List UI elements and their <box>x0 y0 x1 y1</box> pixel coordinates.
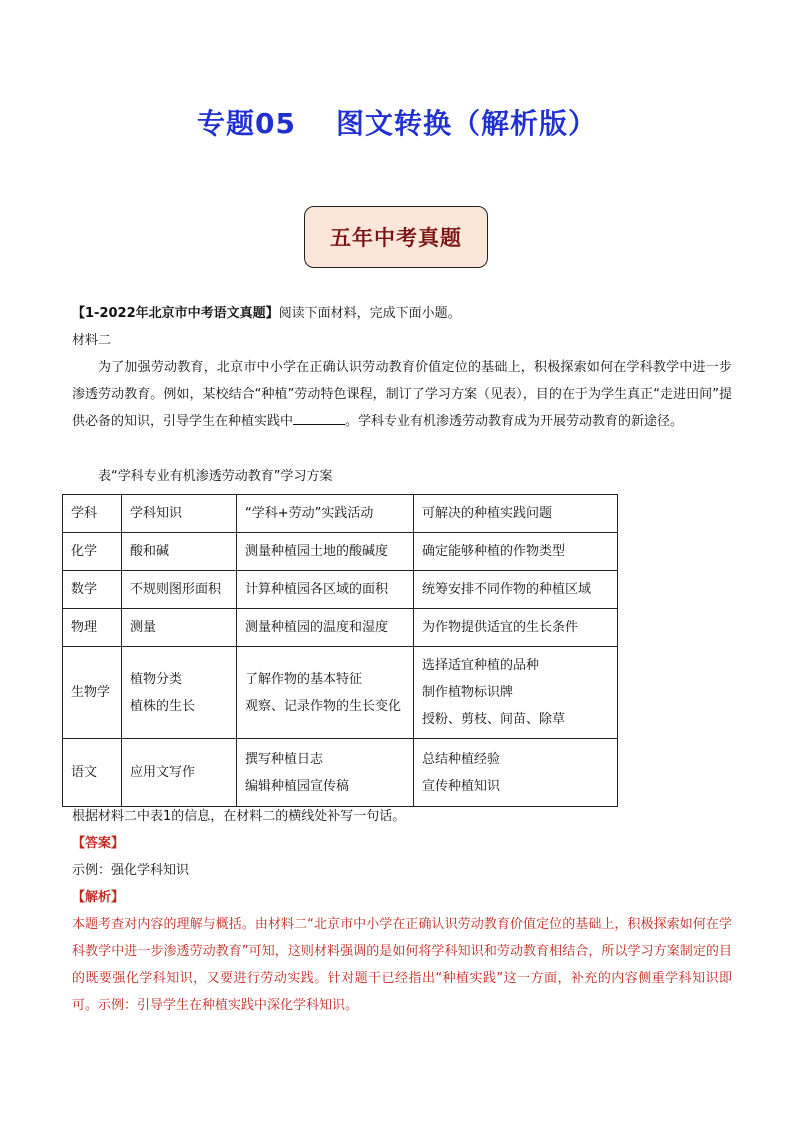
page-title <box>0 102 794 142</box>
fill-blank <box>293 410 345 425</box>
table-cell-activity <box>237 533 414 571</box>
table-row <box>63 609 618 647</box>
cell-line: 不规则图形面积 <box>130 582 222 597</box>
cell-line: 制作植物标识牌 <box>422 685 514 700</box>
title-part-2: 图文转换（解析版） <box>335 107 597 140</box>
cell-line: 测量种植园土地的酸碱度 <box>245 544 389 559</box>
material-label: 材料二 <box>72 333 112 348</box>
analysis-text: 本题考查对内容的理解与概括。由材料二“北京市中小学在正确认识劳动教育价值定位的基础上，积极探索如何在学科教学中进一步渗透劳动教育”可知，这则材料强调的是如何将学科知识和劳动教育相结合，所以学习方案制定的目的既要强化学科知识，又要进行劳动实践。针对题干已经指出“种植实践”这一方面，补充的内容侧重学科知识即可。示例：引导学生在种植实践中深化学科知识。 <box>72 917 732 1013</box>
table-header-row <box>63 495 618 533</box>
table-cell-problem <box>414 647 618 739</box>
table-caption: 表“学科专业有机渗透劳动教育”学习方案 <box>98 469 333 484</box>
study-plan-table <box>62 494 618 807</box>
cell-line: 应用文写作 <box>130 765 196 780</box>
table-cell-knowledge <box>122 609 237 647</box>
table-cell-problem <box>414 739 618 807</box>
cell-line: 总结种植经验 <box>422 751 501 767</box>
table-cell-knowledge <box>122 571 237 609</box>
table-cell-knowledge <box>122 647 237 739</box>
cell-line: 为作物提供适宜的生长条件 <box>422 620 579 635</box>
cell-line: 植株的生长 <box>130 698 196 714</box>
table-row <box>63 533 618 571</box>
cell-line: 编辑种植园宣传稿 <box>245 778 350 794</box>
cell-line: 选择适宜种植的品种 <box>422 658 540 673</box>
table-row <box>63 571 618 609</box>
cell-line: 统筹安排不同作物的种植区域 <box>422 582 592 597</box>
table-cell-subject: 物理 <box>63 609 122 647</box>
material-paragraph <box>72 354 732 435</box>
question-ask: 根据材料二中表1的信息，在材料二的横线处补写一句话。 <box>72 809 406 824</box>
cell-line: 观察、记录作物的生长变化 <box>245 698 402 714</box>
cell-line: 确定能够种植的作物类型 <box>422 544 566 559</box>
paragraph-after-blank: 。学科专业有机渗透劳动教育成为开展劳动教育的新途径。 <box>345 414 684 429</box>
cell-line: 植物分类 <box>130 671 183 687</box>
table-cell-knowledge <box>122 533 237 571</box>
cell-line: 了解作物的基本特征 <box>245 671 363 687</box>
table-cell-subject: 生物学 <box>63 647 122 739</box>
table-cell-subject: 化学 <box>63 533 122 571</box>
table-cell-activity <box>237 739 414 807</box>
question-intro <box>72 300 732 327</box>
cell-line: 测量种植园的温度和湿度 <box>245 620 389 635</box>
answer-text: 示例：强化学科知识 <box>72 863 190 878</box>
cell-line: 酸和碱 <box>130 544 170 559</box>
table-row <box>63 647 618 739</box>
cell-line: 计算种植园各区域的面积 <box>245 582 389 597</box>
table-cell-problem <box>414 571 618 609</box>
cell-line: 测量 <box>130 620 157 635</box>
section-badge: 五年中考真题 <box>304 206 488 268</box>
table-cell-activity <box>237 571 414 609</box>
table-cell-subject: 语文 <box>63 739 122 807</box>
analysis-label: 【解析】 <box>72 890 125 905</box>
table-header-cell: 学科知识 <box>122 495 237 533</box>
answer-label: 【答案】 <box>72 836 125 851</box>
table-header-cell: 学科 <box>63 495 122 533</box>
cell-line: 宣传种植知识 <box>422 778 501 794</box>
cell-line: 撰写种植日志 <box>245 751 324 767</box>
paragraph-before-blank: 为了加强劳动教育，北京市中小学在正确认识劳动教育价值定位的基础上，积极探索如何在学科教学中进一步渗透劳动教育。例如，某校结合“种植”劳动特色课程，制订了学习方案（见表），目的在于为学生真正“走进田间”提供必备的知识，引导学生在种植实践中 <box>72 360 732 429</box>
table-cell-activity <box>237 647 414 739</box>
table-header-cell: 可解决的种植实践问题 <box>414 495 618 533</box>
table-cell-activity <box>237 609 414 647</box>
table-cell-problem <box>414 609 618 647</box>
cell-line: 授粉、剪枝、间苗、除草 <box>422 712 566 727</box>
title-part-1: 专题05 <box>197 107 296 140</box>
question-source: 【1-2022年北京市中考语文真题】 <box>72 306 279 321</box>
table-header-cell: “学科+劳动”实践活动 <box>237 495 414 533</box>
table-cell-knowledge <box>122 739 237 807</box>
table-cell-subject: 数学 <box>63 571 122 609</box>
table-row <box>63 739 618 807</box>
table-cell-problem <box>414 533 618 571</box>
question-instruction: 阅读下面材料，完成下面小题。 <box>278 306 461 321</box>
